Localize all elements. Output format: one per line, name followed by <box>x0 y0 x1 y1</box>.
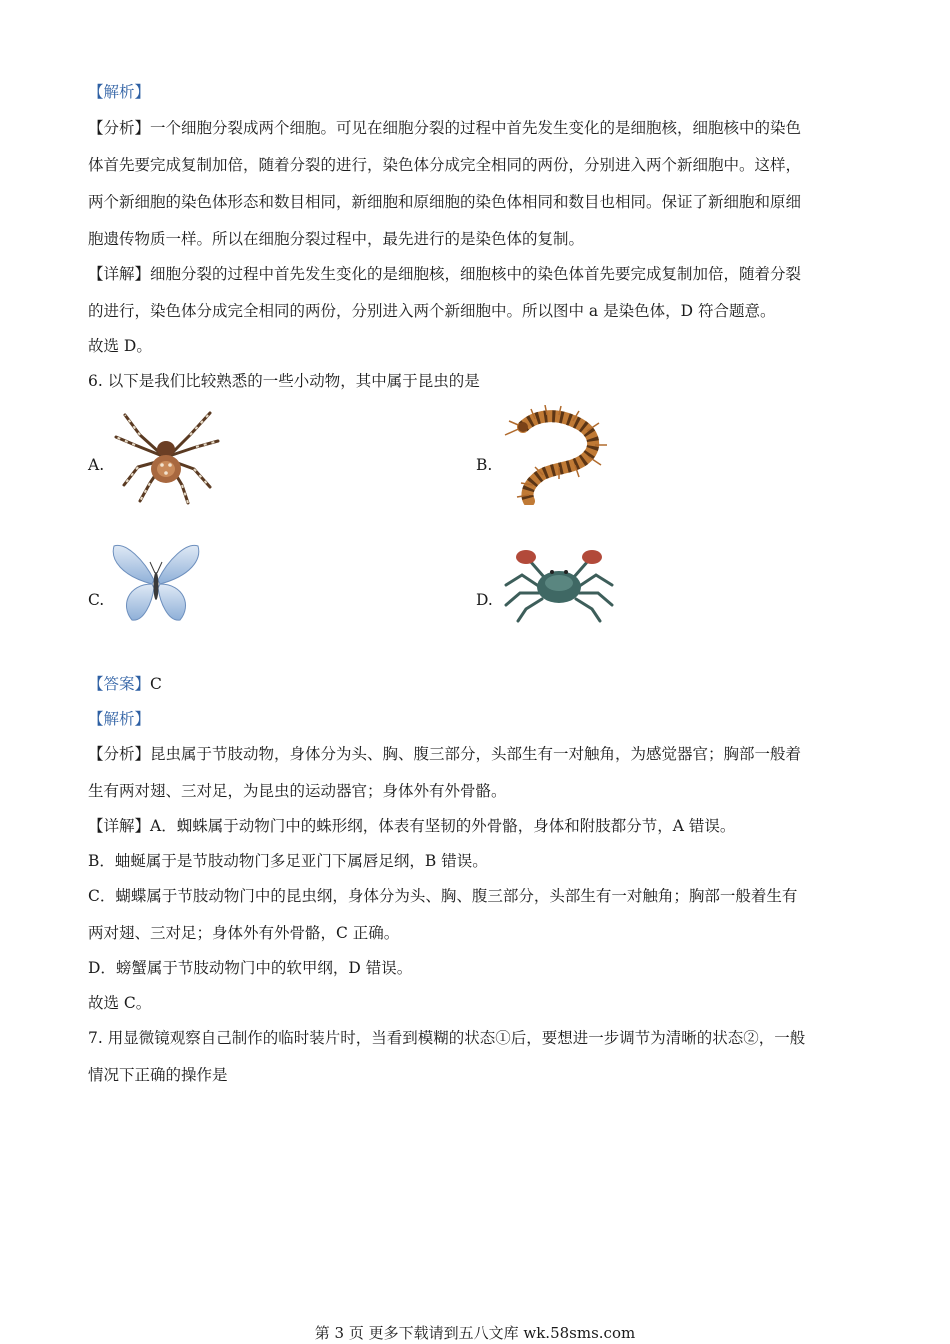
detail-line-1 <box>88 264 801 284</box>
option-b-label: B. <box>476 456 493 474</box>
crab-image <box>500 545 618 625</box>
question-7-line-2: 情况下正确的操作是 <box>88 1066 228 1084</box>
analysis-text: 一个细胞分裂成两个细胞。可见在细胞分裂的过程中首先发生变化的是细胞核，细胞核中的染色 <box>150 119 802 137</box>
detail-text: 细胞分裂的过程中首先发生变化的是细胞核，细胞核中的染色体首先要完成复制加倍，随着分裂 <box>150 265 802 283</box>
answer-conclusion: 故选 D。 <box>88 337 152 355</box>
q6-analysis-line-1 <box>88 744 801 764</box>
question-6-stem: 6. 以下是我们比较熟悉的一些小动物，其中属于昆虫的是 <box>88 372 480 390</box>
detail-tag: 【详解】 <box>88 265 151 283</box>
q6-analysis-tag: 【分析】 <box>88 745 151 763</box>
answer-tag: 【答案】 <box>88 675 151 693</box>
q6-detail-line-4: 两对翅、三对足；身体外有外骨骼，C 正确。 <box>88 924 400 942</box>
answer-value: C <box>150 675 162 693</box>
q6-conclusion: 故选 C。 <box>88 994 152 1012</box>
q6-detail-line-5: D．螃蟹属于节肢动物门中的软甲纲，D 错误。 <box>88 959 413 977</box>
q6-detail-line-3: C．蝴蝶属于节肢动物门中的昆虫纲，身体分为头、胸、腹三部分，头部生有一对触角；胸部一般着生有 <box>88 887 798 905</box>
jiexi-heading: 【解析】 <box>88 83 151 101</box>
answer-line <box>88 674 162 694</box>
q6-detail-line-2: B．蚰蜒属于是节肢动物门多足亚门下属唇足纲，B 错误。 <box>88 852 488 870</box>
centipede-image <box>495 405 610 505</box>
q6-detail-tag: 【详解】 <box>88 817 151 835</box>
analysis-tag: 【分析】 <box>88 119 151 137</box>
analysis-line-3: 两个新细胞的染色体形态和数目相同，新细胞和原细胞的染色体相同和数目也相同。保证了新细胞和原细 <box>88 193 802 211</box>
analysis-line-1 <box>88 118 801 138</box>
q6-analysis-line-2: 生有两对翅、三对足，为昆虫的运动器官；身体外有外骨骼。 <box>88 782 507 800</box>
page-footer: 第 3 页 更多下载请到五八文库 wk.58sms.com <box>314 1324 636 1342</box>
q6-analysis-text: 昆虫属于节肢动物，身体分为头、胸、腹三部分，头部生有一对触角，为感觉器官；胸部一般着 <box>150 745 802 763</box>
question-7-line-1: 7. 用显微镜观察自己制作的临时装片时，当看到模糊的状态①后，要想进一步调节为清晰的状态②，一般 <box>88 1029 806 1047</box>
analysis-line-4: 胞遗传物质一样。所以在细胞分裂过程中，最先进行的是染色体的复制。 <box>88 230 585 248</box>
spider-image <box>110 405 222 505</box>
analysis-line-2: 体首先要完成复制加倍，随着分裂的进行，染色体分成完全相同的两份，分别进入两个新细胞中。这样， <box>88 156 802 174</box>
option-c-label: C. <box>88 591 105 609</box>
q6-detail-line-1 <box>88 816 735 836</box>
butterfly-image <box>108 540 204 624</box>
detail-line-2: 的进行，染色体分成完全相同的两份，分别进入两个新细胞中。所以图中 a 是染色体，D 符合题意。 <box>88 302 776 320</box>
option-d-label: D. <box>476 591 493 609</box>
q6-detail-text: A．蜘蛛属于动物门中的蛛形纲，体表有坚韧的外骨骼，身体和附肢都分节，A 错误。 <box>150 817 736 835</box>
q6-jiexi-heading: 【解析】 <box>88 710 151 728</box>
option-a-label: A. <box>88 456 105 474</box>
